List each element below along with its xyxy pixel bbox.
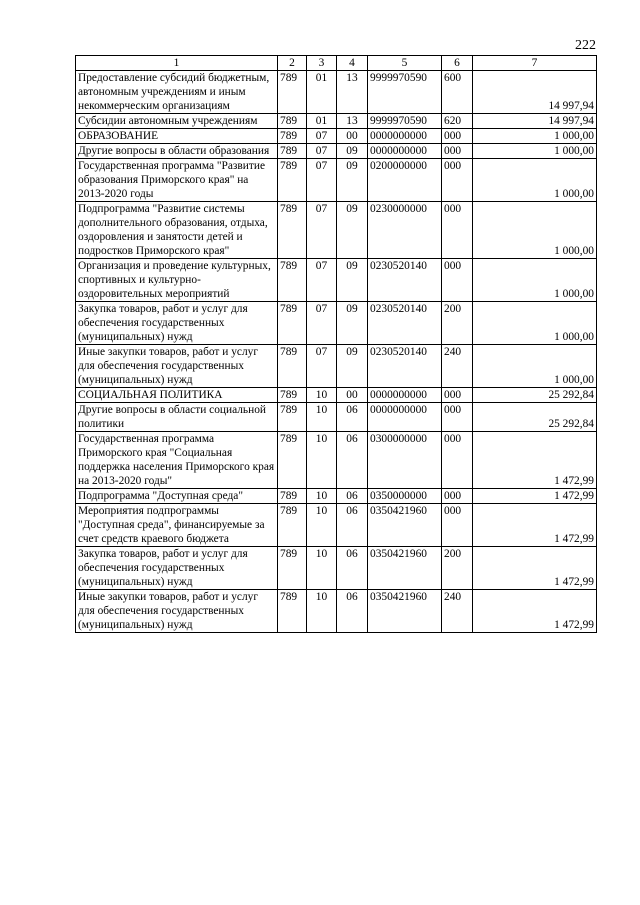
row-amount: 1 472,99 (473, 547, 597, 590)
row-expense-type-code: 600 (442, 71, 473, 114)
row-name: Подпрограмма "Развитие системы дополнительного образования, отдыха, оздоровления и занятости детей и подростков Приморского края" (76, 202, 278, 259)
row-name: Государственная программа Приморского края "Социальная поддержка населения Приморского края на 2013-2020 годы" (76, 432, 278, 489)
table-row (76, 202, 597, 259)
row-grbs-code: 789 (278, 547, 307, 590)
row-section-code: 10 (307, 388, 337, 403)
row-grbs-code: 789 (278, 432, 307, 489)
row-name: Другие вопросы в области образования (76, 144, 278, 159)
row-grbs-code: 789 (278, 114, 307, 129)
row-target-article-code: 0350000000 (368, 489, 442, 504)
table-row (76, 403, 597, 432)
table-row (76, 489, 597, 504)
row-name: Государственная программа "Развитие образования Приморского края" на 2013-2020 годы (76, 159, 278, 202)
row-target-article-code: 0300000000 (368, 432, 442, 489)
row-expense-type-code: 000 (442, 129, 473, 144)
row-expense-type-code: 000 (442, 489, 473, 504)
row-section-code: 07 (307, 144, 337, 159)
row-subsection-code: 09 (337, 202, 368, 259)
row-grbs-code: 789 (278, 590, 307, 633)
row-amount: 1 000,00 (473, 129, 597, 144)
column-header: 7 (473, 56, 597, 71)
row-section-code: 10 (307, 489, 337, 504)
row-grbs-code: 789 (278, 144, 307, 159)
row-subsection-code: 06 (337, 504, 368, 547)
row-target-article-code: 0230520140 (368, 259, 442, 302)
column-header: 6 (442, 56, 473, 71)
row-expense-type-code: 000 (442, 159, 473, 202)
row-target-article-code: 9999970590 (368, 71, 442, 114)
table-row (76, 144, 597, 159)
row-subsection-code: 09 (337, 144, 368, 159)
row-subsection-code: 09 (337, 302, 368, 345)
row-section-code: 07 (307, 202, 337, 259)
row-amount: 1 000,00 (473, 202, 597, 259)
table-row (76, 302, 597, 345)
row-amount: 1 472,99 (473, 504, 597, 547)
table-row (76, 159, 597, 202)
row-subsection-code: 09 (337, 345, 368, 388)
row-expense-type-code: 000 (442, 202, 473, 259)
row-subsection-code: 13 (337, 71, 368, 114)
row-expense-type-code: 620 (442, 114, 473, 129)
column-header: 5 (368, 56, 442, 71)
row-expense-type-code: 000 (442, 388, 473, 403)
row-grbs-code: 789 (278, 159, 307, 202)
row-subsection-code: 09 (337, 259, 368, 302)
row-section-code: 07 (307, 159, 337, 202)
row-subsection-code: 06 (337, 403, 368, 432)
table-row (76, 504, 597, 547)
row-expense-type-code: 200 (442, 302, 473, 345)
row-grbs-code: 789 (278, 504, 307, 547)
row-target-article-code: 0000000000 (368, 144, 442, 159)
row-amount: 25 292,84 (473, 388, 597, 403)
row-name: Закупка товаров, работ и услуг для обеспечения государственных (муниципальных) нужд (76, 302, 278, 345)
row-name: Мероприятия подпрограммы "Доступная среда", финансируемые за счет средств краевого бюджета (76, 504, 278, 547)
row-expense-type-code: 000 (442, 259, 473, 302)
row-name: Другие вопросы в области социальной политики (76, 403, 278, 432)
row-grbs-code: 789 (278, 403, 307, 432)
row-section-code: 10 (307, 403, 337, 432)
row-name: Предоставление субсидий бюджетным, автономным учреждениям и иным некоммерческим организациям (76, 71, 278, 114)
row-subsection-code: 06 (337, 432, 368, 489)
column-header: 2 (278, 56, 307, 71)
row-amount: 1 472,99 (473, 489, 597, 504)
table-header-row (76, 56, 597, 71)
column-header: 1 (76, 56, 278, 71)
row-expense-type-code: 240 (442, 590, 473, 633)
row-target-article-code: 9999970590 (368, 114, 442, 129)
row-name: Субсидии автономным учреждениям (76, 114, 278, 129)
table-row (76, 259, 597, 302)
table-row (76, 590, 597, 633)
row-grbs-code: 789 (278, 388, 307, 403)
table-row (76, 345, 597, 388)
row-subsection-code: 06 (337, 547, 368, 590)
row-section-code: 01 (307, 71, 337, 114)
row-section-code: 01 (307, 114, 337, 129)
row-amount: 1 472,99 (473, 590, 597, 633)
table-row (76, 129, 597, 144)
row-target-article-code: 0000000000 (368, 129, 442, 144)
row-target-article-code: 0230000000 (368, 202, 442, 259)
row-subsection-code: 09 (337, 159, 368, 202)
table-row (76, 71, 597, 114)
row-section-code: 10 (307, 504, 337, 547)
row-name: Иные закупки товаров, работ и услуг для обеспечения государственных (муниципальных) нужд (76, 590, 278, 633)
row-expense-type-code: 000 (442, 432, 473, 489)
row-subsection-code: 06 (337, 590, 368, 633)
row-target-article-code: 0230520140 (368, 302, 442, 345)
row-target-article-code: 0000000000 (368, 403, 442, 432)
row-name: Подпрограмма "Доступная среда" (76, 489, 278, 504)
row-subsection-code: 13 (337, 114, 368, 129)
row-subsection-code: 00 (337, 129, 368, 144)
row-grbs-code: 789 (278, 302, 307, 345)
row-section-code: 07 (307, 345, 337, 388)
row-name: Закупка товаров, работ и услуг для обеспечения государственных (муниципальных) нужд (76, 547, 278, 590)
table-row (76, 114, 597, 129)
table-row (76, 432, 597, 489)
page-number: 222 (575, 38, 596, 53)
row-grbs-code: 789 (278, 202, 307, 259)
row-target-article-code: 0350421960 (368, 504, 442, 547)
row-amount: 1 000,00 (473, 302, 597, 345)
row-expense-type-code: 240 (442, 345, 473, 388)
row-name: ОБРАЗОВАНИЕ (76, 129, 278, 144)
row-amount: 1 000,00 (473, 345, 597, 388)
row-target-article-code: 0350421960 (368, 547, 442, 590)
row-target-article-code: 0000000000 (368, 388, 442, 403)
row-subsection-code: 00 (337, 388, 368, 403)
row-amount: 14 997,94 (473, 71, 597, 114)
row-grbs-code: 789 (278, 489, 307, 504)
row-name: СОЦИАЛЬНАЯ ПОЛИТИКА (76, 388, 278, 403)
row-amount: 1 472,99 (473, 432, 597, 489)
row-section-code: 07 (307, 259, 337, 302)
row-target-article-code: 0350421960 (368, 590, 442, 633)
row-amount: 1 000,00 (473, 144, 597, 159)
table-body (76, 71, 597, 633)
row-grbs-code: 789 (278, 345, 307, 388)
row-expense-type-code: 200 (442, 547, 473, 590)
row-subsection-code: 06 (337, 489, 368, 504)
row-amount: 1 000,00 (473, 159, 597, 202)
row-expense-type-code: 000 (442, 403, 473, 432)
row-name: Иные закупки товаров, работ и услуг для обеспечения государственных (муниципальных) нужд (76, 345, 278, 388)
row-section-code: 10 (307, 432, 337, 489)
row-expense-type-code: 000 (442, 504, 473, 547)
table-row (76, 388, 597, 403)
row-amount: 14 997,94 (473, 114, 597, 129)
column-header: 3 (307, 56, 337, 71)
row-amount: 25 292,84 (473, 403, 597, 432)
row-name: Организация и проведение культурных, спортивных и культурно-оздоровительных мероприятий (76, 259, 278, 302)
row-grbs-code: 789 (278, 129, 307, 144)
row-section-code: 10 (307, 547, 337, 590)
row-target-article-code: 0230520140 (368, 345, 442, 388)
column-header: 4 (337, 56, 368, 71)
row-section-code: 07 (307, 129, 337, 144)
table-row (76, 547, 597, 590)
budget-table (75, 55, 597, 633)
row-grbs-code: 789 (278, 259, 307, 302)
row-expense-type-code: 000 (442, 144, 473, 159)
row-section-code: 10 (307, 590, 337, 633)
row-target-article-code: 0200000000 (368, 159, 442, 202)
row-section-code: 07 (307, 302, 337, 345)
row-amount: 1 000,00 (473, 259, 597, 302)
row-grbs-code: 789 (278, 71, 307, 114)
